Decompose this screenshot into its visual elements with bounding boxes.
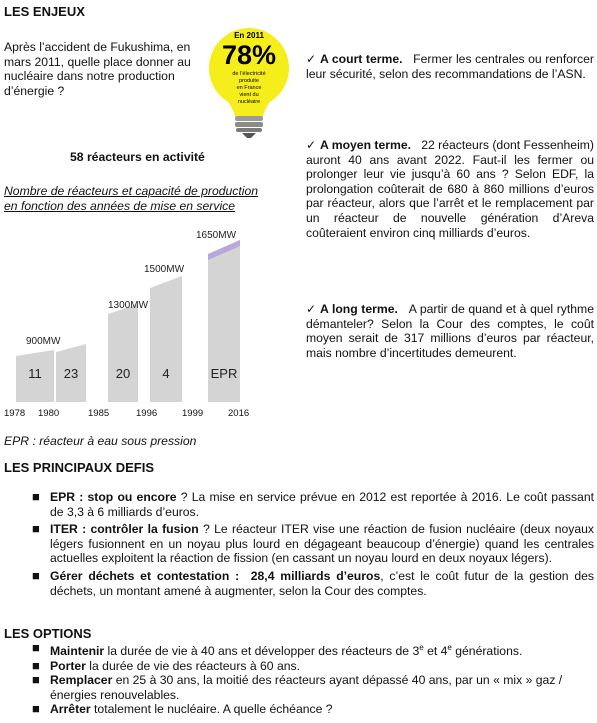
list-item bbox=[32, 567, 594, 598]
bulb-graphic bbox=[205, 24, 295, 140]
list-item bbox=[32, 701, 580, 717]
list-item bbox=[32, 657, 580, 674]
reactors-active-count: 58 réacteurs en activité bbox=[70, 150, 205, 164]
bulb-caption-5: nucléaire bbox=[237, 99, 261, 105]
bulb-caption-4: vient du bbox=[239, 92, 259, 98]
defi-epr-label: EPR : stop ou encore bbox=[50, 490, 177, 504]
bullet-icon: ■ bbox=[32, 521, 40, 537]
bulb-caption-2: produite bbox=[239, 78, 259, 84]
bulb-base-ring-3 bbox=[236, 128, 262, 132]
defi-iter-label: ITER : contrôler la fusion bbox=[50, 522, 199, 537]
bulb-base-ring-1 bbox=[235, 116, 263, 121]
option-remplacer-label: Remplacer bbox=[50, 673, 113, 688]
bulb-percent: 78% bbox=[221, 40, 277, 70]
bullet-icon: ■ bbox=[32, 489, 40, 504]
chart-caption-line1: Nombre de réacteurs et capacité de production bbox=[4, 184, 259, 198]
intro-question: Après l’accident de Fukushima, en mars 2011, quelle place donner au nucléaire dans notre production d’énergie ? bbox=[4, 40, 191, 98]
option-sup-2: e bbox=[447, 643, 452, 652]
list-item bbox=[32, 521, 594, 566]
list-item bbox=[32, 640, 580, 659]
bulb-tip bbox=[242, 133, 256, 138]
defi-dechets-label: Gérer déchets et contestation : bbox=[50, 568, 240, 583]
defi-dechets-text: , c’est le coût futur de la gestion des déchets, un montant amené à augmenter, selon la Cour des comptes. bbox=[50, 568, 594, 598]
check-icon: ✓ bbox=[306, 138, 317, 152]
bulb-base-ring-2 bbox=[235, 122, 263, 127]
chart-bar-label: 11 bbox=[28, 366, 42, 381]
list-item bbox=[32, 672, 580, 702]
term-moyen-label: A moyen terme. bbox=[320, 138, 412, 152]
chart-bar-label: 4 bbox=[162, 366, 170, 381]
term-long bbox=[306, 302, 594, 360]
chart-x-tick-label: 1999 bbox=[182, 408, 204, 419]
term-court-text: Fermer les centrales ou renforcer leur sécurité, selon des recommandations de l’ASN. bbox=[306, 52, 594, 81]
option-maintenir-label: Maintenir bbox=[50, 644, 105, 659]
chart-x-tick-label: 1985 bbox=[88, 408, 110, 419]
section-heading-enjeux: LES ENJEUX bbox=[4, 4, 85, 19]
section-heading-options: LES OPTIONS bbox=[4, 626, 92, 641]
option-porter-text: la durée de vie des réacteurs à 60 ans. bbox=[85, 658, 300, 673]
defis-list bbox=[32, 489, 594, 598]
option-porter-label: Porter bbox=[50, 658, 86, 673]
chart-bar-label: 20 bbox=[115, 366, 131, 381]
reactor-chart bbox=[0, 216, 300, 430]
bullet-icon: ■ bbox=[32, 657, 40, 673]
chart-capacity-label: 1650MW bbox=[196, 230, 237, 241]
list-item bbox=[32, 489, 594, 519]
bulb-year: En 2011 bbox=[234, 31, 264, 40]
term-court-label: A court terme. bbox=[320, 52, 403, 66]
option-maintenir-mid: et 4 bbox=[423, 644, 448, 659]
defi-epr-text: ? La mise en service prévue en 2012 est reportée à 2016. Le coût passant de 3,3 à 6 milliards d’euros. bbox=[50, 490, 594, 519]
term-long-label: A long terme. bbox=[320, 302, 398, 316]
chart-caption-line2: en fonction des années de mise en service bbox=[4, 199, 236, 213]
check-icon: ✓ bbox=[306, 52, 317, 66]
chart-bar bbox=[108, 304, 138, 402]
defi-dechets-amount: 28,4 milliards d’euros bbox=[250, 568, 381, 583]
option-arreter-text: totalement le nucléaire. A quelle échéance ? bbox=[90, 702, 333, 717]
bullet-icon: ■ bbox=[32, 567, 40, 583]
chart-bar-label: 23 bbox=[63, 366, 79, 381]
chart-capacity-label: 900MW bbox=[26, 336, 61, 347]
bulb-caption-3: en France bbox=[236, 85, 262, 91]
term-long-text: A partir de quand et à quel rythme démanteler? Selon la Cour des comptes, le coût moyen serait de 317 millions d’euros par réacteur, mais nombre d’incertitudes demeurent. bbox=[306, 302, 594, 360]
option-maintenir-text: la durée de vie à 40 ans et développer des réacteurs de 3 bbox=[104, 644, 420, 659]
chart-capacity-label: 1500MW bbox=[144, 264, 185, 275]
chart-x-tick-label: 2016 bbox=[228, 408, 250, 419]
bullet-icon: ■ bbox=[32, 701, 40, 717]
chart-x-tick-label: 1996 bbox=[136, 408, 158, 419]
option-arreter-label: Arrêter bbox=[50, 702, 91, 717]
options-list bbox=[32, 640, 580, 717]
chart-capacity-label: 1300MW bbox=[108, 300, 149, 311]
section-heading-defis: LES PRINCIPAUX DEFIS bbox=[4, 460, 155, 475]
defi-iter-text: ? Le réacteur ITER vise une réaction de fusion nucléaire (deux noyaux légers fusionnent en un noyau plus lourd en dégageant beaucoup d’énergie) quand les centrales actuelles exploitent la réaction de fission (en cassant un noyau lourd en deux noyaux légers). bbox=[50, 522, 594, 566]
term-moyen bbox=[306, 138, 594, 240]
bullet-icon: ■ bbox=[32, 672, 40, 688]
term-moyen-text: 22 réacteurs (dont Fessenheim) auront 40 ans avant 2022. Faut-il les fermer ou prolonger leur vie jusqu’à 60 ans ? Selon EDF, la prolongation coûterait de 680 à 860 millions d’euros par réacteur, alors que l’arrêt et le remplacement par un réacteur de nouvelle génération d’Areva coûteraient environ cinq milliards d’euros. bbox=[306, 138, 594, 240]
chart-x-tick-label: 1980 bbox=[38, 408, 60, 419]
chart-bar bbox=[150, 276, 182, 402]
check-icon: ✓ bbox=[306, 302, 317, 316]
term-court bbox=[306, 52, 594, 81]
option-maintenir-end: générations. bbox=[451, 644, 523, 659]
chart-x-tick-label: 1978 bbox=[4, 408, 26, 419]
chart-bar-label: EPR bbox=[210, 366, 238, 381]
option-remplacer-text: en 25 à 30 ans, la moitié des réacteurs ayant dépassé 40 ans, par un « mix » gaz / énergies renouvelables. bbox=[50, 673, 563, 702]
chart-legend-epr: EPR : réacteur à eau sous pression bbox=[4, 434, 197, 448]
option-sup-1: e bbox=[419, 643, 424, 652]
bullet-icon: ■ bbox=[32, 640, 40, 655]
bulb-caption-1: de l’électricité bbox=[232, 71, 266, 77]
